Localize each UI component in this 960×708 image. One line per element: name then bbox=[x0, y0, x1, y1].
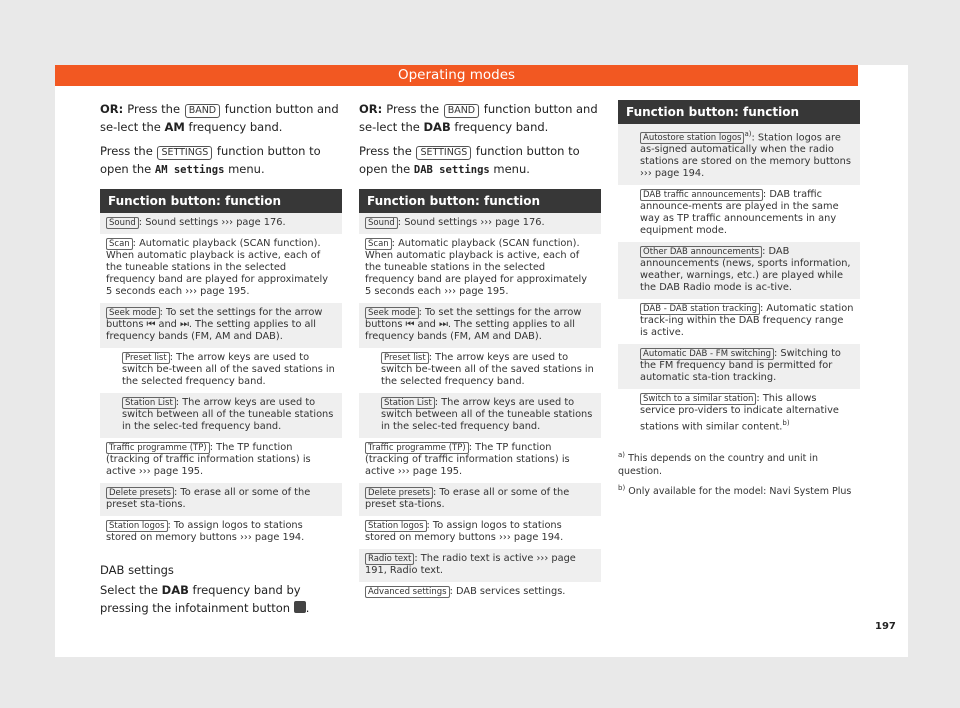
row-description: : Automatic playback (SCAN function). When automatic playback is active, each of the tuneable stations in the selected frequency band are played for approximately 5 seconds each ››› page 195. bbox=[365, 238, 588, 297]
dab-settings-heading: DAB settings bbox=[100, 563, 174, 577]
paragraph-band-dab: OR: Press the BAND function button and se-lect the DAB frequency band. bbox=[359, 102, 598, 134]
table-row bbox=[359, 438, 601, 483]
function-button-label: DAB - DAB station tracking bbox=[640, 303, 760, 315]
row-description: : The TP function (tracking of traffic information stations) is active ››› page 195. bbox=[106, 442, 311, 477]
footnote: $^{a)}$ This depends on the country and unit in question. bbox=[618, 450, 819, 477]
table-row bbox=[100, 348, 342, 393]
function-button-label: Seek mode bbox=[106, 307, 160, 319]
function-table-am bbox=[100, 189, 342, 549]
function-button-label: Switch to a similar station bbox=[640, 393, 756, 405]
footnote-mark: b) bbox=[782, 419, 790, 428]
row-description: : The arrow keys are used to switch between all of the tuneable stations in the selec-ted frequency band. bbox=[381, 397, 593, 432]
table-row bbox=[359, 393, 601, 438]
table-row bbox=[618, 389, 860, 438]
function-button-label: Advanced settings bbox=[365, 586, 450, 598]
row-description: : The arrow keys are used to switch be-tween all of the saved stations in the selected frequency band. bbox=[381, 352, 594, 387]
column-3 bbox=[618, 100, 860, 498]
row-description: : To set the settings for the arrow buttons ⏮ and ⏭. The setting applies to all frequency bands (FM, AM and DAB). bbox=[365, 307, 582, 342]
function-button-label: Sound bbox=[365, 217, 398, 229]
table-row bbox=[359, 549, 601, 582]
table-header: Function button: function bbox=[359, 189, 601, 213]
row-description: : Automatic station track-ing within the DAB frequency range is active. bbox=[640, 303, 854, 339]
row-description: : To assign logos to stations stored on memory buttons ››› page 194. bbox=[365, 520, 564, 543]
row-description: : The TP function (tracking of traffic information stations) is active ››› page 195. bbox=[365, 442, 570, 477]
table-header: Function button: function bbox=[618, 100, 860, 124]
table-row bbox=[359, 213, 601, 234]
row-description: : DAB announcements (news, sports information, weather, warnings, etc.) are played while the DAB Radio mode is ac-tive. bbox=[640, 246, 851, 294]
table-row bbox=[100, 483, 342, 516]
function-button-label: Sound bbox=[106, 217, 139, 229]
row-description: : Station logos are as-signed automatically when the radio stations are stored on the memory buttons ››› page 194. bbox=[640, 132, 851, 180]
row-description: : To erase all or some of the preset sta-tions. bbox=[365, 487, 570, 510]
table-row bbox=[359, 234, 601, 303]
row-description: : The arrow keys are used to switch be-tween all of the saved stations in the selected frequency band. bbox=[122, 352, 335, 387]
table-row bbox=[618, 124, 860, 185]
paragraph-settings-am: Press the SETTINGS function button to open the AM settings menu. bbox=[100, 144, 321, 176]
function-button-label: Preset list bbox=[122, 352, 170, 364]
table-row bbox=[618, 344, 860, 389]
table-row bbox=[618, 299, 860, 344]
table-header: Function button: function bbox=[100, 189, 342, 213]
table-row bbox=[359, 303, 601, 348]
row-description: : Automatic playback (SCAN function). When automatic playback is active, each of the tuneable stations in the selected frequency band are played for approximately 5 seconds each ››› page 195. bbox=[106, 238, 329, 297]
paragraph-dab: Select the DAB frequency band by pressing the infotainment button . bbox=[100, 583, 310, 615]
function-button-label: Automatic DAB - FM switching bbox=[640, 348, 774, 360]
footnote-mark: a) bbox=[744, 130, 752, 138]
function-button-label: Station logos bbox=[106, 520, 168, 532]
band-key: BAND bbox=[185, 104, 220, 118]
row-description: : This allows service pro-viders to indicate alternative stations with similar content. bbox=[640, 393, 839, 433]
table-row bbox=[359, 582, 601, 603]
footnotes bbox=[618, 449, 860, 498]
row-description: : To erase all or some of the preset sta-tions. bbox=[106, 487, 311, 510]
function-button-label: Station List bbox=[381, 397, 435, 409]
function-table-dab bbox=[359, 189, 601, 603]
column-2 bbox=[359, 100, 601, 603]
row-description: : DAB services settings. bbox=[449, 586, 566, 597]
function-button-label: Delete presets bbox=[106, 487, 174, 499]
function-button-label: Scan bbox=[365, 238, 392, 250]
table-row bbox=[100, 213, 342, 234]
table-row bbox=[618, 185, 860, 242]
row-description: : Switching to the FM frequency band is permitted for automatic sta-tion tracking. bbox=[640, 348, 841, 384]
row-description: : To set the settings for the arrow buttons ⏮ and ⏭. The setting applies to all frequency bands (FM, AM and DAB). bbox=[106, 307, 323, 342]
function-button-label: Other DAB announcements bbox=[640, 246, 762, 258]
function-button-label: Radio text bbox=[365, 553, 414, 565]
row-description: : The arrow keys are used to switch between all of the tuneable stations in the selec-ted frequency band. bbox=[122, 397, 334, 432]
radio-button-icon bbox=[294, 601, 306, 613]
column-1 bbox=[100, 100, 342, 623]
function-table-dab-continued bbox=[618, 100, 860, 439]
table-row bbox=[100, 234, 342, 303]
table-row bbox=[359, 483, 601, 516]
function-button-label: Station logos bbox=[365, 520, 427, 532]
function-button-label: Autostore station logos bbox=[640, 132, 744, 144]
paragraph-settings-dab: Press the SETTINGS function button to open the DAB settings menu. bbox=[359, 144, 580, 176]
table-row bbox=[618, 242, 860, 299]
row-description: : To assign logos to stations stored on memory buttons ››› page 194. bbox=[106, 520, 305, 543]
row-description: : DAB traffic announce-ments are played in the same way as TP traffic announcements in any equipment mode. bbox=[640, 189, 839, 237]
function-button-label: DAB traffic announcements bbox=[640, 189, 763, 201]
function-button-label: Traffic programme (TP) bbox=[365, 442, 469, 454]
table-row bbox=[100, 438, 342, 483]
settings-key: SETTINGS bbox=[157, 146, 212, 160]
table-row bbox=[359, 348, 601, 393]
footnote: $^{b)}$ Only available for the model: Navi System Plus bbox=[618, 483, 852, 497]
function-button-label: Delete presets bbox=[365, 487, 433, 499]
table-row bbox=[100, 516, 342, 549]
table-row bbox=[100, 393, 342, 438]
row-description: : Sound settings ››› page 176. bbox=[138, 217, 286, 228]
paragraph-band-am: OR: Press the BAND function button and se-lect the AM frequency band. bbox=[100, 102, 339, 134]
settings-key: SETTINGS bbox=[416, 146, 471, 160]
function-button-label: Station List bbox=[122, 397, 176, 409]
page-number: 197 bbox=[875, 621, 896, 632]
page-header: Operating modes bbox=[55, 65, 858, 86]
function-button-label: Traffic programme (TP) bbox=[106, 442, 210, 454]
function-button-label: Scan bbox=[106, 238, 133, 250]
band-key: BAND bbox=[444, 104, 479, 118]
function-button-label: Seek mode bbox=[365, 307, 419, 319]
row-description: : Sound settings ››› page 176. bbox=[397, 217, 545, 228]
function-button-label: Preset list bbox=[381, 352, 429, 364]
table-row bbox=[359, 516, 601, 549]
row-description: : The radio text is active ››› page 191, Radio text. bbox=[365, 553, 576, 576]
table-row bbox=[100, 303, 342, 348]
